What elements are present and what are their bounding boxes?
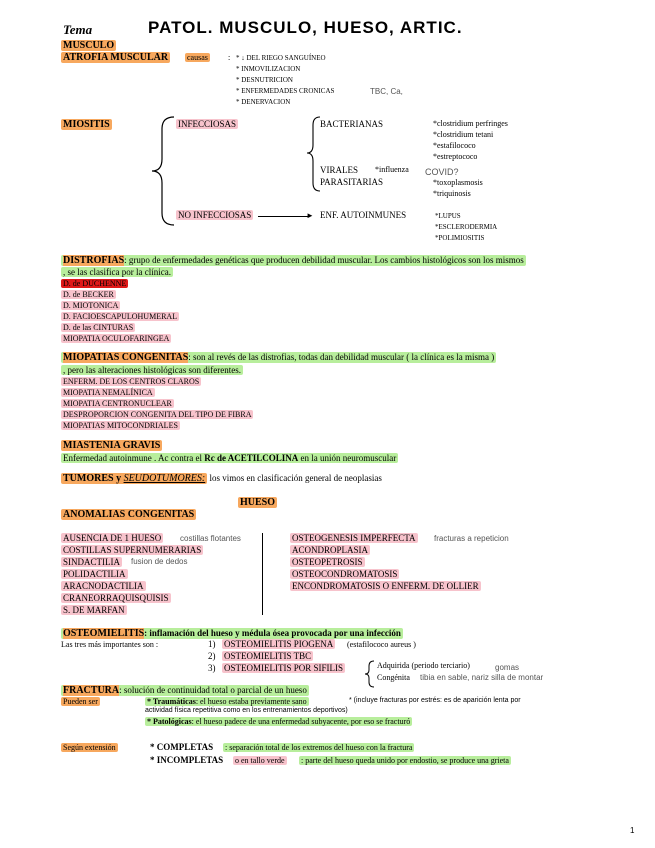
arrow-head-icon: ► <box>306 211 314 220</box>
distrofia-item: D. FACIOESCAPULOHUMERAL <box>63 312 178 321</box>
osteomielitis-label: OSTEOMIELITIS <box>63 628 145 639</box>
osteomielitis-row <box>61 628 403 639</box>
arrow-line <box>258 216 310 217</box>
fractura-desc: : solución de continuidad total o parcial de un hueso <box>119 685 307 695</box>
anomalia-item: AUSENCIA DE 1 HUESO <box>63 533 162 543</box>
miopatia-item: MIOPATIA CENTRONUCLEAR <box>63 399 172 408</box>
miastenia-desc: Enfermedad autoinmune . Ac contra el Rc de ACETILCOLINA en la unión neuromuscular <box>63 453 397 463</box>
sifilis-note: tibia en sable, nariz silla de montar <box>420 673 544 682</box>
bacteria-item: *estreptococo <box>433 152 478 161</box>
bacteria-item: *clostridium tetani <box>433 130 494 139</box>
cronicas-note: TBC, Ca, <box>370 87 403 96</box>
bacteria-item: *estafilococo <box>433 141 476 150</box>
anomalia-item: OSTEOCONDROMATOSIS <box>292 569 398 579</box>
anomalia-item: COSTILLAS SUPERNUMERARIAS <box>63 545 202 555</box>
distrofia-item: D. de DUCHENNE <box>63 279 127 288</box>
osteomielitis-item: OSTEOMIELITIS TBC <box>224 651 312 661</box>
tumores-desc: los vimos en clasificación general de neoplasias <box>207 473 382 483</box>
anomalia-item: SINDACTILIA <box>63 557 120 567</box>
miopatia-item: DESPROPORCION CONGENITA DEL TIPO DE FIBRA <box>63 410 252 419</box>
tema-label: Tema <box>63 22 93 37</box>
enf-autoinmunes-label: ENF. AUTOINMUNES <box>320 210 407 220</box>
cause-item: * DENERVACION <box>236 98 291 106</box>
sifilis-congenita: Congénita <box>377 673 410 682</box>
distrofia-item: D. de BECKER <box>63 290 114 299</box>
anomalia-item: S. DE MARFAN <box>63 605 125 615</box>
miopatias-desc-2: , pero las alteraciones histológicas son diferentes. <box>63 365 241 375</box>
miopatia-item: ENFERM. DE LOS CENTROS CLAROS <box>63 377 200 386</box>
distrofias-desc-2: , se las clasifica por la clínica. <box>63 267 171 277</box>
anomalia-item: CRANEORRAQUISQUISIS <box>63 593 169 603</box>
autoinmune-item: *POLIMIOSITIS <box>435 234 485 242</box>
anomalia-note: fracturas a repeticion <box>434 534 509 543</box>
covid-note: COVID? <box>425 167 459 177</box>
document-page: Tema PATOL. MUSCULO, HUESO, ARTIC. MUSCULO ATROFIA MUSCULAR causas : * ↓ DEL RIEGO SANGUÍNEO * INMOVILIZACION * DESNUTRICION * ENFERMEDADES CRONICAS TBC, Ca, * DENERVACION MIOSITIS INFECCIOSAS BACTERIANAS *clostridium perfringes *clostridium tetani *estafilococo *estreptococo VIRALES *influenza COVID? PARASITARIAS *toxoplasmosis *triquinosis NO INFECCIOSAS ► ENF. AUTOINMUNES *LUPUS *ESCLERODERMIA *POLIMIOSITIS DISTROFIAS: grupo de enfermedades genéticas que producen debilidad muscular. Los cambios histológicos son los mismos , se las clasifica por la clínica. D. de DUCHENNE D. de BECKER D. MIOTONICA D. FACIOESCAPULOHUMERAL D. de las CINTURAS MIOPATIA OCULOFARINGEA MIOPATIAS CONGENITAS: son al revés de las distrofias, todas dan debilidad muscular ( la clínica es la misma ) , pero las alteraciones histológicas son diferentes. ENFERM. DE LOS CENTROS CLAROS MIOPATIA NEMALÍNICA MIOPATIA CENTRONUCLEAR DESPROPORCION CONGENITA DEL TIPO DE FIBRA MIOPATIAS MITOCONDRIALES MIASTENIA GRAVIS Enfermedad autoinmune . Ac contra el Rc de ACETILCOLINA en la unión neuromuscular TUMORES y SEUDOTUMORES: los vimos en clasificación general de neoplasias HUESO ANOMALIAS CONGENITAS AUSENCIA DE 1 HUESO costillas flotantes COSTILLAS SUPERNUMERARIAS SINDACTILIA fusion de dedos POLIDACTILIA ARACNODACTILIA CRANEORRAQUISQUISIS S. DE MARFAN OSTEOGENESIS IMPERFECTA fracturas a repeticion ACONDROPLASIA OSTEOPETROSIS OSTEOCONDROMATOSIS ENCONDROMATOSIS O ENFERM. DE OLLIER OSTEOMIELITIS: inflamación del hueso y médula ósea provocada por una infección Las tres más importantes son : 1) OSTEOMIELITIS PIOGENA (estafilococo aureus ) 2) OSTEOMIELITIS TBC 3) OSTEOMIELITIS POR SIFILIS Adquirida (periodo terciario) gomas Congénita tibia en sable, nariz silla de montar FRACTURA: solución de continuidad total o parcial de un hueso Pueden ser * Traumáticas: el hueso estaba previamente sano * (incluye fracturas por estrés: es de aparición lenta por actividad física repetitiva como en los entrenamientos deportivos) * Patológicas: el hueso padece de una enfermedad subyacente, por eso se fracturó Según extensión * COMPLETAS : separación total de los extremos del hueso con la fractura * INCOMPLETAS o en tallo verde : parte del hueso queda unido por endostio, se produce una grieta 1 <box>0 0 655 848</box>
miastenia-label: MIASTENIA GRAVIS <box>63 440 161 451</box>
section-musculo: MUSCULO <box>63 40 115 51</box>
anomalias-label: ANOMALIAS CONGENITAS <box>63 509 195 520</box>
bacterianas-label: BACTERIANAS <box>320 119 384 129</box>
brace-icon <box>364 660 376 688</box>
completas-label: * COMPLETAS <box>150 742 214 752</box>
traumaticas-row: * Traumáticas: el hueso estaba previamente sano <box>147 697 307 706</box>
incompletas-label: * INCOMPLETAS <box>150 755 224 765</box>
autoinmune-item: *ESCLERODERMIA <box>435 223 498 231</box>
miopatias-label: MIOPATIAS CONGENITAS <box>63 352 189 363</box>
parasito-item: *triquinosis <box>433 189 471 198</box>
parasito-item: *toxoplasmosis <box>433 178 483 187</box>
osteomielitis-note: (estafilococo aureus ) <box>347 640 416 649</box>
miopatias-row <box>61 352 496 363</box>
miopatia-item: MIOPATIAS MITOCONDRIALES <box>63 421 178 430</box>
pueden-ser-label: Pueden ser <box>63 697 98 706</box>
distrofias-desc: : grupo de enfermedades genéticas que producen debilidad muscular. Los cambios histológicos son los mismos <box>124 255 524 265</box>
miositis-label: MIOSITIS <box>63 119 110 130</box>
causas-label: causas <box>187 53 208 62</box>
anomalia-item: ENCONDROMATOSIS O ENFERM. DE OLLIER <box>292 581 479 591</box>
traumaticas-note-2: actividad física repetitiva como en los entrenamientos deportivos) <box>145 707 348 714</box>
page-title: PATOL. MUSCULO, HUESO, ARTIC. <box>148 18 463 37</box>
incompletas-mid: o en tallo verde <box>235 756 285 765</box>
autoinmune-item: *LUPUS <box>435 212 461 220</box>
cause-item: * INMOVILIZACION <box>236 65 301 73</box>
bacteria-item: *clostridium perfringes <box>433 119 508 128</box>
distrofias-label: DISTROFIAS <box>63 255 125 266</box>
anomalia-item: POLIDACTILIA <box>63 569 126 579</box>
fractura-label: FRACTURA <box>63 685 120 696</box>
anomalia-item: OSTEOGENESIS IMPERFECTA <box>292 533 416 543</box>
miopatias-desc: : son al revés de las distrofias, todas dan debilidad muscular ( la clínica es la misma ) <box>188 352 495 362</box>
distrofias-row <box>61 255 526 266</box>
osteomielitis-intro: Las tres más importantes son : <box>61 640 159 649</box>
segun-extension-label: Según extensión <box>63 743 116 752</box>
infecciosas-label: INFECCIOSAS <box>178 119 237 129</box>
anomalia-item: ARACNODACTILIA <box>63 581 144 591</box>
distrofia-item: D. MIOTONICA <box>63 301 119 310</box>
atrofia-label: ATROFIA MUSCULAR <box>63 52 169 63</box>
osteomielitis-item: OSTEOMIELITIS PIOGENA <box>224 639 334 649</box>
distrofia-item: MIOPATIA OCULOFARINGEA <box>63 334 170 343</box>
miopatia-item: MIOPATIA NEMALÍNICA <box>63 388 153 397</box>
anomalia-item: OSTEOPETROSIS <box>292 557 363 567</box>
virales-label: VIRALES <box>320 165 358 175</box>
completas-desc: : separación total de los extremos del hueso con la fractura <box>225 743 413 752</box>
tumores-row: TUMORES y SEUDOTUMORES: los vimos en clasificación general de neoplasias <box>63 473 382 484</box>
cause-item: * ENFERMEDADES CRONICAS <box>236 87 335 95</box>
patologicas-row: * Patológicas: el hueso padece de una enfermedad subyacente, por eso se fracturó <box>147 717 411 726</box>
parasitarias-label: PARASITARIAS <box>320 177 383 187</box>
influenza-item: *influenza <box>375 165 409 174</box>
osteomielitis-item: OSTEOMIELITIS POR SIFILIS <box>224 663 344 673</box>
column-divider <box>262 533 263 615</box>
incompletas-desc: : parte del hueso queda unido por endostio, se produce una grieta <box>301 756 509 765</box>
traumaticas-note: * (incluye fracturas por estrés: es de aparición lenta por <box>349 697 521 704</box>
osteomielitis-desc: : inflamación del hueso y médula ósea provocada por una infección <box>144 628 401 638</box>
anomalia-item: ACONDROPLASIA <box>292 545 369 555</box>
section-hueso: HUESO <box>240 497 276 508</box>
distrofia-item: D. de las CINTURAS <box>63 323 134 332</box>
sifilis-adquirida: Adquirida (periodo terciario) <box>377 661 470 670</box>
no-infecciosas-label: NO INFECCIOSAS <box>178 210 252 220</box>
anomalia-note: costillas flotantes <box>180 534 241 543</box>
sifilis-note: gomas <box>495 663 520 672</box>
cause-item: * ↓ DEL RIEGO SANGUÍNEO <box>236 54 326 62</box>
anomalia-note: fusion de dedos <box>131 557 188 566</box>
page-number: 1 <box>630 826 635 835</box>
cause-item: * DESNUTRICION <box>236 76 293 84</box>
fractura-row <box>61 685 309 696</box>
